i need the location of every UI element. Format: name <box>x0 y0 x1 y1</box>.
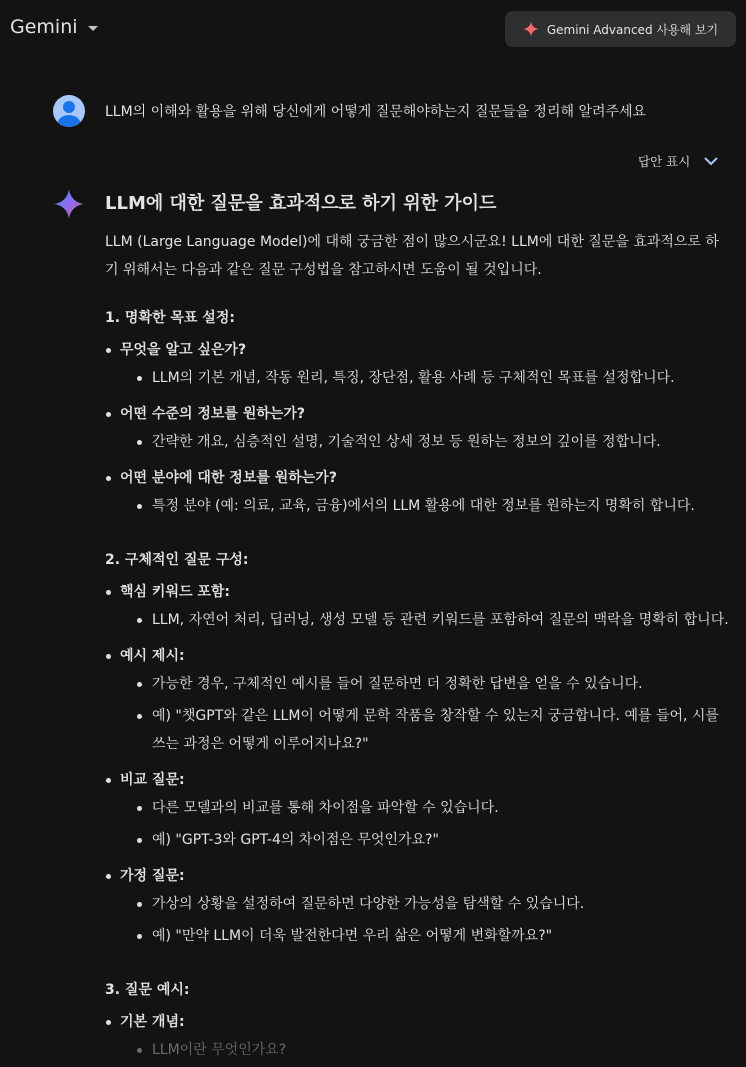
sub-list-item: 다른 모델과의 비교를 통해 차이점을 파악할 수 있습니다. <box>120 794 730 822</box>
list-item <box>105 866 730 950</box>
try-advanced-button[interactable] <box>505 11 736 47</box>
show-drafts-button[interactable] <box>638 152 718 170</box>
sub-list-item: LLM의 기본 개념, 작동 원리, 특징, 장단점, 활용 사례 등 구체적인 목표를 설정합니다. <box>120 364 730 392</box>
list-item <box>105 582 730 634</box>
try-advanced-label: Gemini Advanced 사용해 보기 <box>546 22 719 37</box>
list-item-title: 핵심 키워드 포함: <box>120 584 231 600</box>
list-item <box>105 1012 730 1064</box>
show-drafts-label: 답안 표시 <box>638 154 691 169</box>
user-prompt-row <box>53 95 733 127</box>
list-item-title: 기본 개념: <box>120 1014 185 1030</box>
top-bar <box>0 0 746 60</box>
model-switcher[interactable] <box>10 16 98 38</box>
list-item-title: 어떤 수준의 정보를 원하는가? <box>120 406 306 422</box>
app-title: Gemini <box>10 16 78 38</box>
list-item-title: 어떤 분야에 대한 정보를 원하는가? <box>120 470 337 486</box>
sub-list-item: 간략한 개요, 심층적인 설명, 기술적인 상세 정보 등 원하는 정보의 깊이를 정합니다. <box>120 428 730 456</box>
section-heading: 3. 질문 예시: <box>105 982 190 998</box>
sub-list-item: 가능한 경우, 구체적인 예시를 들어 질문하면 더 정확한 답변을 얻을 수 있습니다. <box>120 670 730 698</box>
section-list <box>105 582 730 950</box>
list-item-title: 비교 질문: <box>120 772 185 788</box>
list-item-title: 예시 제시: <box>120 648 185 664</box>
list-item <box>105 404 730 456</box>
sub-list-item: 예) "만약 LLM이 더욱 발전한다면 우리 삶은 어떻게 변화할까요?" <box>120 922 730 950</box>
response-body <box>105 190 730 1064</box>
gemini-sparkle-icon <box>53 188 85 220</box>
sub-list-item: 가상의 상황을 설정하여 질문하면 다양한 가능성을 탐색할 수 있습니다. <box>120 890 730 918</box>
section-list <box>105 1012 730 1064</box>
caret-down-icon <box>88 26 98 31</box>
sub-list-item: LLM이란 무엇인가요? <box>120 1036 730 1064</box>
sub-list-item: 예) "챗GPT와 같은 LLM이 어떻게 문학 작품을 창작할 수 있는지 궁금합니다. 예를 들어, 시를 쓰는 과정은 어떻게 이루어지나요?" <box>120 702 730 758</box>
list-item-title: 가정 질문: <box>120 868 185 884</box>
list-item <box>105 340 730 392</box>
section-heading: 1. 명확한 목표 설정: <box>105 310 235 326</box>
avatar[interactable] <box>53 95 85 127</box>
section-heading: 2. 구체적인 질문 구성: <box>105 552 249 568</box>
chevron-down-icon <box>704 156 718 166</box>
sub-list-item: 특정 분야 (예: 의료, 교육, 금융)에서의 LLM 활용에 대한 정보를 원하는지 명확히 합니다. <box>120 492 730 520</box>
sparkle-icon <box>523 21 539 37</box>
sub-list-item: LLM, 자연어 처리, 딥러닝, 생성 모델 등 관련 키워드를 포함하여 질문의 맥락을 명확히 합니다. <box>120 606 730 634</box>
list-item <box>105 646 730 758</box>
list-item-title: 무엇을 알고 싶은가? <box>120 342 247 358</box>
user-prompt-text: LLM의 이해와 활용을 위해 당신에게 어떻게 질문해야하는지 질문들을 정리해 알려주세요 <box>105 104 647 120</box>
response-title: LLM에 대한 질문을 효과적으로 하기 위한 가이드 <box>105 193 497 214</box>
section-list <box>105 340 730 520</box>
sub-list-item: 예) "GPT-3와 GPT-4의 차이점은 무엇인가요?" <box>120 826 730 854</box>
response-intro: LLM (Large Language Model)에 대해 궁금한 점이 많으시군요! LLM에 대한 질문을 효과적으로 하기 위해서는 다음과 같은 질문 구성법을 참고하시면 도움이 될 것입니다. <box>105 234 719 278</box>
list-item <box>105 770 730 854</box>
list-item <box>105 468 730 520</box>
